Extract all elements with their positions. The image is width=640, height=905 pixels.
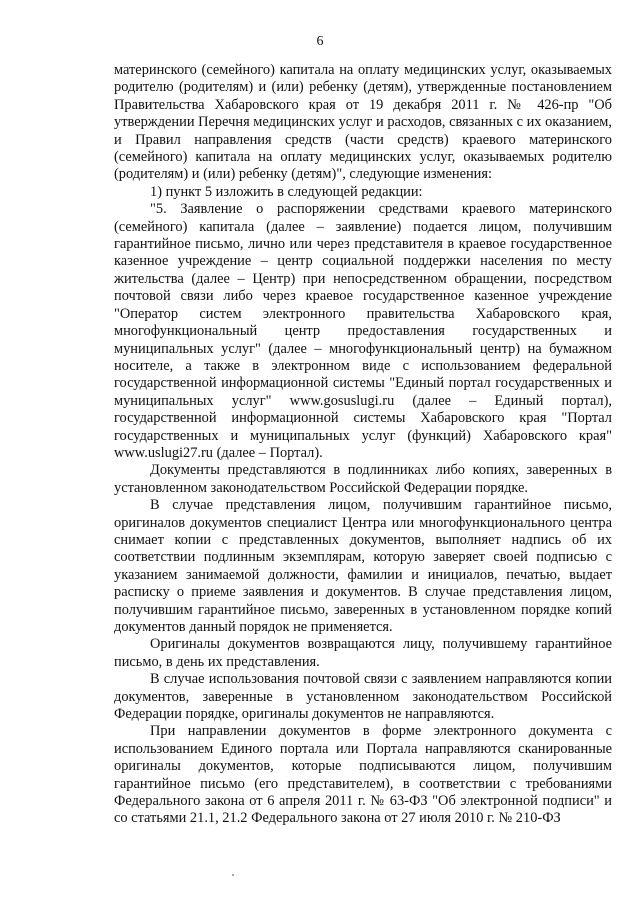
page-number: 6 xyxy=(316,34,324,49)
paragraph-originals-returned: Оригиналы документов возвращаются лицу, получившему гарантийное письмо, в день их представления. xyxy=(114,636,612,670)
paragraph-item-1: 1) пункт 5 изложить в следующей редакции: xyxy=(150,183,423,200)
paragraph-documents: Документы представляются в подлинниках либо копиях, заверенных в установленном законодательством Российской Федерации порядке. xyxy=(114,462,612,496)
scan-speck xyxy=(232,874,234,876)
paragraph-electronic: При направлении документов в форме электронного документа с использованием Единого портала или Портала направляются сканированные оригиналы документов, которые подписываются лицом, получившим гарантийное письмо (его представителем), в соответствии с требованиями Федерального закона от 6 апреля 2011 г. № 63-ФЗ "Об электронной подписи" и со статьями 21.1, 21.2 Федерального закона от 27 июля 2010 г. № 210-ФЗ xyxy=(114,723,612,827)
paragraph-originals-copies: В случае представления лицом, получившим гарантийное письмо, оригиналов документов специалист Центра или многофункционального центра снимает копии с представленных документов, выполняет надпись об их соответствии подлинным экземплярам, которую заверяет своей подписью с указанием занимаемой должности, фамилии и инициалов, печатью, выдает расписку о приеме заявления и документов. В случае представления лицом, получившим гарантийное письмо, заверенных в установленном порядке копий документов данный порядок не применяется. xyxy=(114,497,612,635)
paragraph-postal: В случае использования почтовой связи с заявлением направляются копии документов, заверенные в установленном законодательством Российской Федерации порядке, оригиналы документов не направляются. xyxy=(114,671,612,723)
paragraph-point-5: "5. Заявление о распоряжении средствами краевого материнского (семейного) капитала (далее – заявление) подается лицом, получившим гарантийное письмо, лично или через представителя в краевое государственное казенное учреждение – центр социальной поддержки населения по месту жительства (далее – Центр) при непосредственном обращении, посредством почтовой связи либо через краевое государственное казенное учреждение "Оператор систем электронного правительства Хабаровского края, многофункциональный центр предоставления государственных и муниципальных услуг" (далее – многофункциональный центр) на бумажном носителе, а также в электронном виде с использованием федеральной государственной информационной системы "Единый портал государственных и муниципальных услуг" www.gosuslugi.ru (далее – Единый портал), государственной информационной системы Хабаровского края "Портал государственных и муниципальных услуг (функций) Хабаровского края" www.uslugi27.ru (далее – Портал). xyxy=(114,201,612,461)
paragraph-continuation: материнского (семейного) капитала на оплату медицинских услуг, оказываемых родителю (родителям) и (или) ребенку (детям), утвержденные постановлением Правительства Хабаровского края от 19 декабря 2011 г. № 426-пр "Об утверждении Перечня медицинских услуг и расходов, связанных с их оказанием, и Правил направления средств (части средств) краевого материнского (семейного) капитала на оплату медицинских услуг, оказываемых родителю (родителям) и (или) ребенку (детям)", следующие изменения: xyxy=(114,62,613,183)
document-body xyxy=(114,62,612,828)
